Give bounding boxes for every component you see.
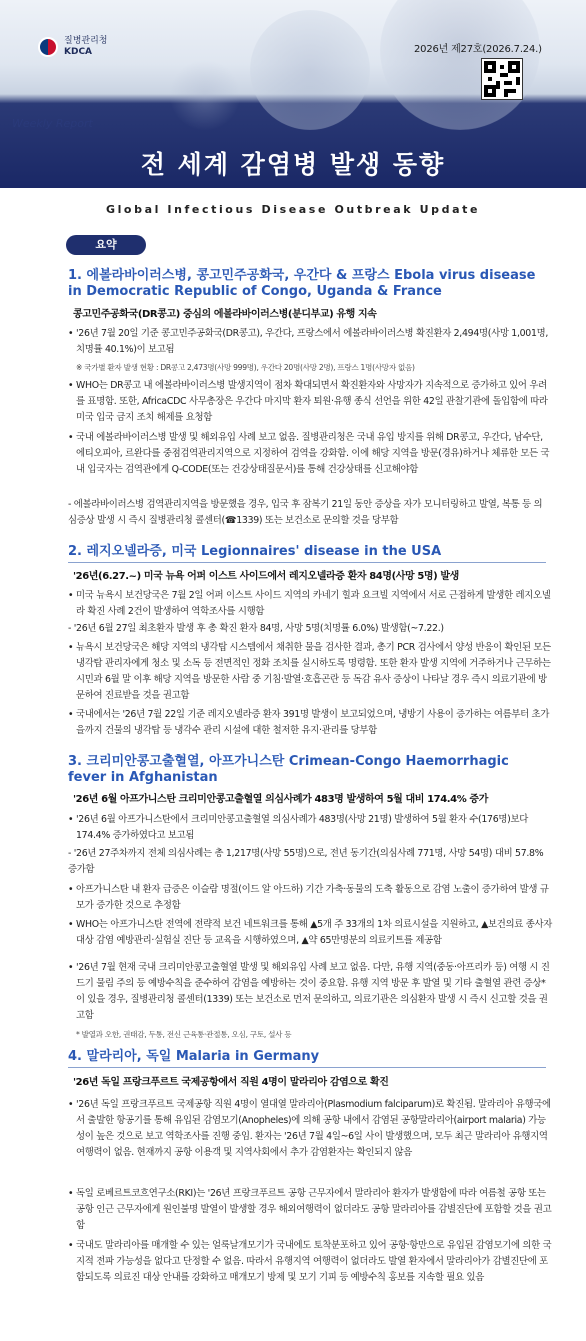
section-3-item-4: • '26년 7월 현재 국내 크리미안콩고출혈열 발생 및 해외유입 사례 보고 없음. 다만, 유행 지역(중동·아프리카 등) 여행 시 진드기 물림 주의 등 예방수칙을 준수하여 감염을 예방하는 것이 중요함. 유행 지역 방문 후 발열 및 기타 출혈열 관련 증상*이 있을 경우, 질병관리청 콜센터(1339) 또는 보건소로 먼저 문의하고, 의료기관은 의심환자 발생 시 즉시 신고할 것을 권고함 [68,962,550,1021]
kdca-logo [38,36,107,58]
section-4-item-1: • '26년 독일 프랑크푸르트 국제공항 직원 4명이 열대열 말라리아(Plasmodium falciparum)로 확진됨. 말라리아 유행국에서 출발한 항공기를 통해 유입된 감염모기(Anopheles)에 의해 공항 내에서 감염된 공항말라리아(airport malaria) 가능성이 높은 것으로 보고 역학조사를 진행 중임. 환자는 '26년 7월 4일~6일 사이 발생했으며, 모두 최근 말라리아 유행지역 여행력이 없음. 현재까지 공항 이용객 및 지역사회에서 추가 감염환자는 확인되지 않음 [68,1099,551,1158]
section-4-item-3: • 국내도 말라리아를 매개할 수 있는 얼룩날개모기가 국내에도 토착분포하고 있어 공항·항만으로 유입된 감염모기에 의한 국지적 전파 가능성을 없다고 단정할 수 없음. 따라서 유행지역 여행력이 없더라도 발열 환자에서 말라리아가 감별진단에 포함되도록 의료진 대상 안내를 강화하고 매개모기 방제 및 모기 기피 등 예방수칙 홍보를 지속할 필요 있음 [68,1240,552,1283]
section-2-item-2: • 뉴욕시 보건당국은 해당 지역의 냉각탑 시스템에서 채취한 물을 검사한 결과, 총기 PCR 검사에서 양성 반응이 확인된 모든 냉각탑 관리자에게 청소 및 소독 등 전면적인 정화 조치를 실시하도록 명령함. 또한 환자 발생 지역에 거주하거나 근무하는 시민과 6월 말 이후 해당 지역을 방문한 사람 중 기침·발열·호흡곤란 등 독감 유사 증상이 나타날 경우 즉시 의료기관에 방문하여 진료받을 것을 권고함 [68,642,551,701]
section-4-divider [68,1067,546,1068]
section-1-headline: 콩고민주공화국(DR콩고) 중심의 에볼라바이러스병(분디부교) 유행 지속 [73,309,377,320]
section-4-title: 4. 말라리아, 독일 Malaria in Germany [68,1049,320,1064]
weekly-report-label: Weekly Report [12,117,93,130]
section-3-title: 3. 크리미안콩고출혈열, 아프가니스탄 Crimean-Congo Haemorrhagic fever in Afghanistan [68,754,509,785]
section-4-headline: '26년 독일 프랑크푸르트 국제공항에서 직원 4명이 말라리아 감염으로 확진 [73,1077,389,1088]
section-2-item-1: • 미국 뉴욕시 보건당국은 7월 2일 어퍼 이스트 사이드 지역의 카네기 힐과 요크빌 지역에서 서로 근접하게 발생한 레지오넬라 확진 사례 2건이 발생하여 역학조사를 시행함 [68,590,551,617]
page-subtitle: Global Infectious Disease Outbreak Update [105,203,481,216]
page-title: 전 세계 감염병 발생 동향 [140,150,446,179]
agency-korean: 질병관리청 [64,36,108,46]
section-1-item-3: • 국내 에볼라바이러스병 발생 및 해외유입 사례 보고 없음. 질병관리청은 국내 유입 방지를 위해 DR콩고, 우간다, 남수단, 에티오피아, 르완다를 중점검역관리지역으로 지정하여 검역을 강화함. 이에 해당 지역을 방문(경유)하거나 체류한 모든 국내 입국자는 검역관에게 Q-CODE(또는 건강상태질문서)를 통해 건강상태를 신고해야함 [68,432,550,475]
section-3-item-3: • WHO는 아프가니스탄 전역에 전략적 보건 네트워크를 통해 ▲5개 주 33개의 1차 의료시설을 지원하고, ▲보건의료 종사자 대상 감염 예방관리·실험실 진단 등 교육을 시행하였으며, ▲약 65만명분의 의료키트를 제공함 [68,919,553,946]
section-3-footnote: * 발열과 오한, 권태감, 두통, 전신 근육통·관절통, 오심, 구토, 설사 등 [76,1030,292,1039]
section-2-headline: '26년(6.27.~) 미국 뉴욕 어퍼 이스트 사이드에서 레지오넬라증 환자 84명(사망 5명) 발생 [73,571,459,582]
report-header [0,0,586,188]
section-2-item-3: • 국내에서는 '26년 7월 22일 기준 레지오넬라증 환자 391명 발생이 보고되었으며, 냉방기 사용이 증가하는 여름부터 초가을까지 건물의 냉각탑 등 냉각수 관리 시설에 대한 철저한 유지·관리를 당부함 [68,709,550,736]
agency-english: KDCA [64,47,93,57]
issue-number: 2026년 제27호(2026.7.24.) [414,44,542,55]
section-2-title: 2. 레지오넬라증, 미국 Legionnaires' disease in the USA [68,544,442,559]
section-4-item-2: • 독일 로베르트코흐연구소(RKI)는 '26년 프랑크푸르트 공항 근무자에서 말라리아 환자가 발생함에 따라 여름철 공항 또는 공항 인근 근무자에게 원인불명 발열이 발생할 경우 해외여행력이 없더라도 공항 말라리아를 감별진단에 포함할 것을 권고함 [68,1188,552,1231]
section-3-item-2: • 아프가니스탄 내 환자 급증은 이슬람 명절(이드 알 아드하) 기간 가축·동물의 도축 활동으로 감염 노출이 증가하여 발생 규모가 증가한 것으로 추정함 [68,884,549,911]
section-1-note: ※ 국가별 환자 발생 현황 : DR콩고 2,473명(사망 999명), 우간다 20명(사망 2명), 프랑스 1명(사망자 없음) [76,363,415,372]
section-2-subitem: - '26년 6월 27일 최초환자 발생 후 총 확진 환자 84명, 사망 5명(치명률 6.0%) 발생함(~7.22.) [68,623,444,634]
kdca-emblem-icon [38,37,58,57]
summary-badge: 요약 [66,235,146,255]
section-3-headline: '26년 6월 아프가니스탄 크리미안콩고출혈열 의심사례가 483명 발생하여 5월 대비 174.4% 증가 [73,794,488,805]
section-1-item-2: • WHO는 DR콩고 내 에볼라바이러스병 발생지역이 점차 확대되면서 확진환자와 사망자가 지속적으로 증가하고 있어 우려를 표명함. 또한, AfricaCDC 사무총장은 우간다 마지막 환자 퇴원·유행 종식 선언을 위한 42일 관찰기관에 돌입함에 따라 미국 입국 금지 조치 해제를 요청함 [68,380,548,423]
section-1-subitem: - 에볼라바이러스병 검역관리지역을 방문했을 경우, 입국 후 잠복기 21일 동안 증상을 자가 모니터링하고 발열, 복통 등 의심증상 발생 시 즉시 질병관리청 콜센터(☎1339) 또는 보건소로 문의할 것을 당부함 [68,499,543,526]
section-1-title: 1. 에볼라바이러스병, 콩고민주공화국, 우간다 & 프랑스 Ebola virus disease in Democratic Republic of Congo, Uganda & France [68,268,536,299]
section-3-item-1: • '26년 6월 아프가니스탄에서 크리미안콩고출혈열 의심사례가 483명(사망 21명) 발생하여 5월 환자 수(176명)보다 174.4% 증가하였다고 보고됨 [68,814,528,841]
section-2-divider [68,562,546,563]
section-3-subitem: - '26년 27주차까지 전체 의심사례는 총 1,217명(사망 55명)으로, 전년 동기간(의심사례 771명, 사망 54명) 대비 57.8% 증가함 [68,848,544,875]
qr-code-icon[interactable] [481,58,523,100]
section-1-item-1: • '26년 7월 20일 기준 콩고민주공화국(DR콩고), 우간다, 프랑스에서 에볼라바이러스병 확진환자 2,494명(사망 1,001명, 치명률 40.1%)이 보고됨 [68,328,549,355]
